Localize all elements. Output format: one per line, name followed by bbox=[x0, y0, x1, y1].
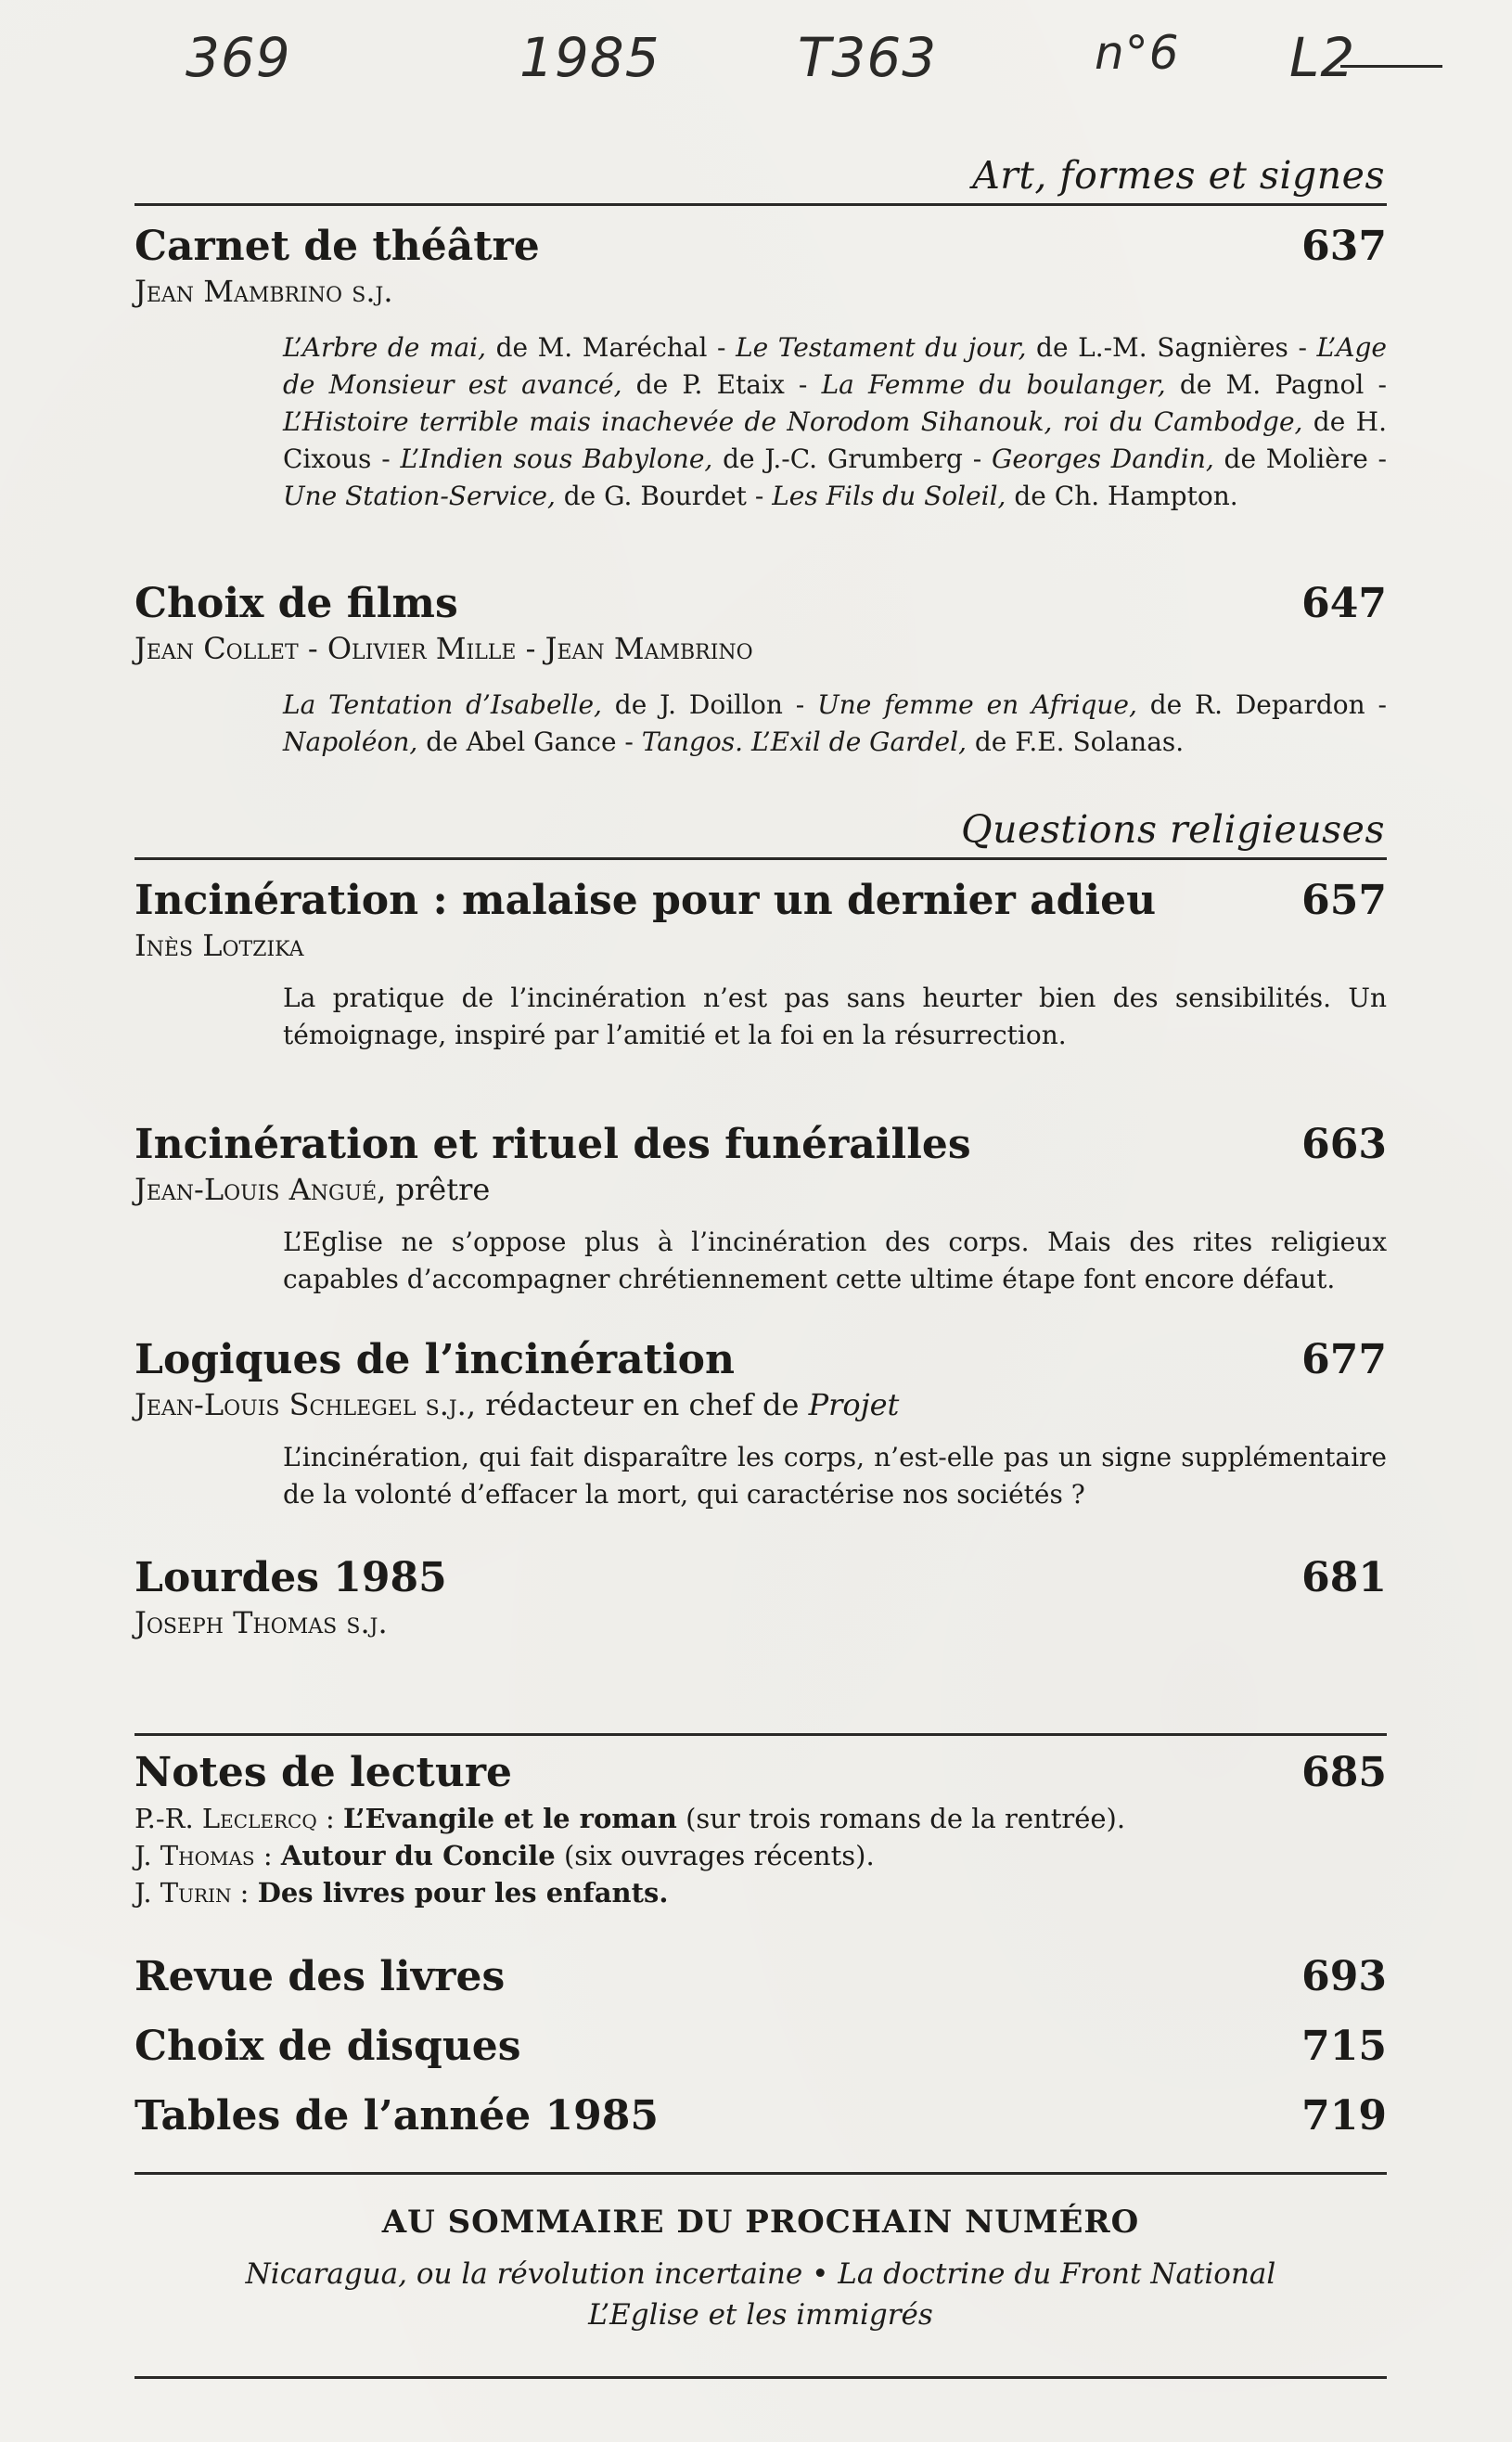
handwritten-note-e: L2 bbox=[1289, 26, 1356, 89]
entry-description: L’incinération, qui fait disparaître les corps, n’est-elle pas un signe supplémentaire de la volonté d’effacer la mort, qui caractérise nos sociétés ? bbox=[283, 1442, 1387, 1510]
entry-page-number: 657 bbox=[1301, 877, 1387, 924]
credit-text: de Molière - bbox=[1213, 443, 1388, 474]
entry-title: Logiques de l’incinération bbox=[135, 1336, 735, 1383]
work-title: Georges Dandin, bbox=[991, 443, 1214, 474]
entry-author: Jean-Louis Schlegel s.j., rédacteur en chef de Projet bbox=[135, 1387, 900, 1422]
toc-entry-disques bbox=[135, 2023, 1387, 2070]
entry-title: Incinération : malaise pour un dernier adieu bbox=[135, 877, 1157, 924]
entry-title: Tables de l’année 1985 bbox=[135, 2092, 659, 2140]
next-issue-item: L’Eglise et les immigrés bbox=[588, 2298, 933, 2332]
handwritten-note-a: 369 bbox=[186, 26, 291, 89]
entry-page-number: 637 bbox=[1301, 223, 1387, 270]
credit-text: de J.-C. Grumberg - bbox=[712, 443, 992, 474]
work-title: L’Histoire terrible mais inachevée de Norodom Sihanouk, roi du Cambodge, bbox=[283, 406, 1303, 437]
credit-text: de P. Etaix - bbox=[621, 369, 822, 400]
section-rule bbox=[135, 2172, 1387, 2175]
section-label-art: Art, formes et signes bbox=[972, 153, 1385, 198]
work-title: Une femme en Afrique, bbox=[817, 689, 1137, 720]
entry-page-number: 685 bbox=[1301, 1749, 1387, 1796]
toc-entry-films bbox=[135, 580, 1387, 761]
entry-title: Revue des livres bbox=[135, 1953, 506, 2000]
entry-title: Lourdes 1985 bbox=[135, 1554, 447, 1601]
toc-entry-theatre bbox=[135, 223, 1387, 515]
entry-title: Carnet de théâtre bbox=[135, 223, 540, 270]
credit-text: de F.E. Solanas. bbox=[966, 726, 1185, 757]
toc-entry-incineration-malaise bbox=[135, 877, 1387, 1054]
credit-text: de L.-M. Sagnières - bbox=[1026, 332, 1317, 363]
work-title: La Tentation d’Isabelle, bbox=[283, 689, 602, 720]
work-title: L’Indien sous Babylone, bbox=[400, 443, 713, 474]
next-issue-title: AU SOMMAIRE DU PROCHAIN NUMÉRO bbox=[381, 2204, 1140, 2241]
entry-page-number: 693 bbox=[1301, 1953, 1387, 2000]
entry-page-number: 681 bbox=[1301, 1554, 1387, 1601]
entry-page-number: 647 bbox=[1301, 580, 1387, 627]
note-line: J. Turin : Des livres pour les enfants. bbox=[135, 1877, 669, 1909]
entry-title: Choix de films bbox=[135, 580, 458, 627]
work-title: L’Age de Monsieur est avancé, bbox=[283, 332, 1387, 400]
next-issue-line-1 bbox=[135, 2254, 1387, 2294]
entry-author: Jean Mambrino s.j. bbox=[135, 274, 393, 309]
entry-author: Joseph Thomas s.j. bbox=[135, 1605, 388, 1640]
handwritten-note-d: n°6 bbox=[1095, 26, 1180, 80]
section-rule bbox=[135, 857, 1387, 860]
credit-text: de Abel Gance - bbox=[417, 726, 642, 757]
section-rule bbox=[135, 1733, 1387, 1736]
entry-page-number: 719 bbox=[1301, 2092, 1387, 2140]
handwritten-underline bbox=[1340, 65, 1442, 68]
credit-text: de G. Bourdet - bbox=[555, 481, 773, 511]
handwritten-note-c: T363 bbox=[798, 26, 938, 89]
toc-entry-logiques bbox=[135, 1336, 1387, 1513]
entry-description bbox=[283, 329, 1387, 515]
entry-author: Inès Lotzika bbox=[135, 928, 304, 963]
toc-entry-notes bbox=[135, 1749, 1387, 1911]
work-title: Tangos. L’Exil de Gardel, bbox=[641, 726, 967, 757]
next-issue-item: Nicaragua, ou la révolution incertaine bbox=[245, 2257, 803, 2291]
work-title: La Femme du boulanger, bbox=[821, 369, 1166, 400]
note-line: P.-R. Leclercq : L’Evangile et le roman (sur trois romans de la rentrée). bbox=[135, 1803, 1126, 1834]
section-label-questions: Questions religieuses bbox=[960, 807, 1385, 852]
credit-text: de R. Depardon - bbox=[1136, 689, 1387, 720]
section-rule bbox=[135, 203, 1387, 206]
entry-title: Incinération et rituel des funérailles bbox=[135, 1121, 971, 1168]
entry-description: La pratique de l’incinération n’est pas sans heurter bien des sensibilités. Un témoignage, inspiré par l’amitié et la foi en la résurrection. bbox=[283, 983, 1387, 1050]
toc-entry-revue bbox=[135, 1953, 1387, 2000]
bottom-rule bbox=[135, 2376, 1387, 2379]
toc-entry-lourdes bbox=[135, 1554, 1387, 1640]
credit-text: de M. Maréchal - bbox=[486, 332, 737, 363]
next-issue-item: La doctrine du Front National bbox=[838, 2257, 1276, 2291]
toc-entry-tables bbox=[135, 2092, 1387, 2140]
handwritten-note-b: 1985 bbox=[519, 26, 660, 89]
entry-page-number: 663 bbox=[1301, 1121, 1387, 1168]
credit-text: de Ch. Hampton. bbox=[1006, 481, 1238, 511]
entry-description bbox=[283, 687, 1387, 761]
next-issue-block bbox=[135, 2204, 1387, 2335]
credit-text: de J. Doillon - bbox=[601, 689, 818, 720]
entry-title: Choix de disques bbox=[135, 2023, 521, 2070]
bullet-separator: • bbox=[802, 2257, 839, 2291]
work-title: L’Arbre de mai, bbox=[283, 332, 486, 363]
work-title: Le Testament du jour, bbox=[736, 332, 1027, 363]
entry-title: Notes de lecture bbox=[135, 1749, 513, 1796]
entry-page-number: 715 bbox=[1301, 2023, 1387, 2070]
entry-page-number: 677 bbox=[1301, 1336, 1387, 1383]
credit-text: de M. Pagnol - bbox=[1165, 369, 1387, 400]
work-title: Napoléon, bbox=[283, 726, 418, 757]
entry-description: L’Eglise ne s’oppose plus à l’incinération des corps. Mais des rites religieux capables d’accompagner chrétiennement cette ultime étape font encore défaut. bbox=[283, 1227, 1387, 1294]
toc-entry-incineration-rituel bbox=[135, 1121, 1387, 1298]
credit-text: de H. Cixous - bbox=[283, 406, 1387, 474]
entry-author: Jean-Louis Angué, prêtre bbox=[135, 1172, 491, 1207]
notes-list bbox=[135, 1800, 1387, 1911]
note-line: J. Thomas : Autour du Concile (six ouvrages récents). bbox=[135, 1840, 875, 1871]
work-title: Une Station-Service, bbox=[283, 481, 556, 511]
entry-author: Jean Collet - Olivier Mille - Jean Mambrino bbox=[135, 631, 753, 666]
work-title: Les Fils du Soleil, bbox=[772, 481, 1006, 511]
